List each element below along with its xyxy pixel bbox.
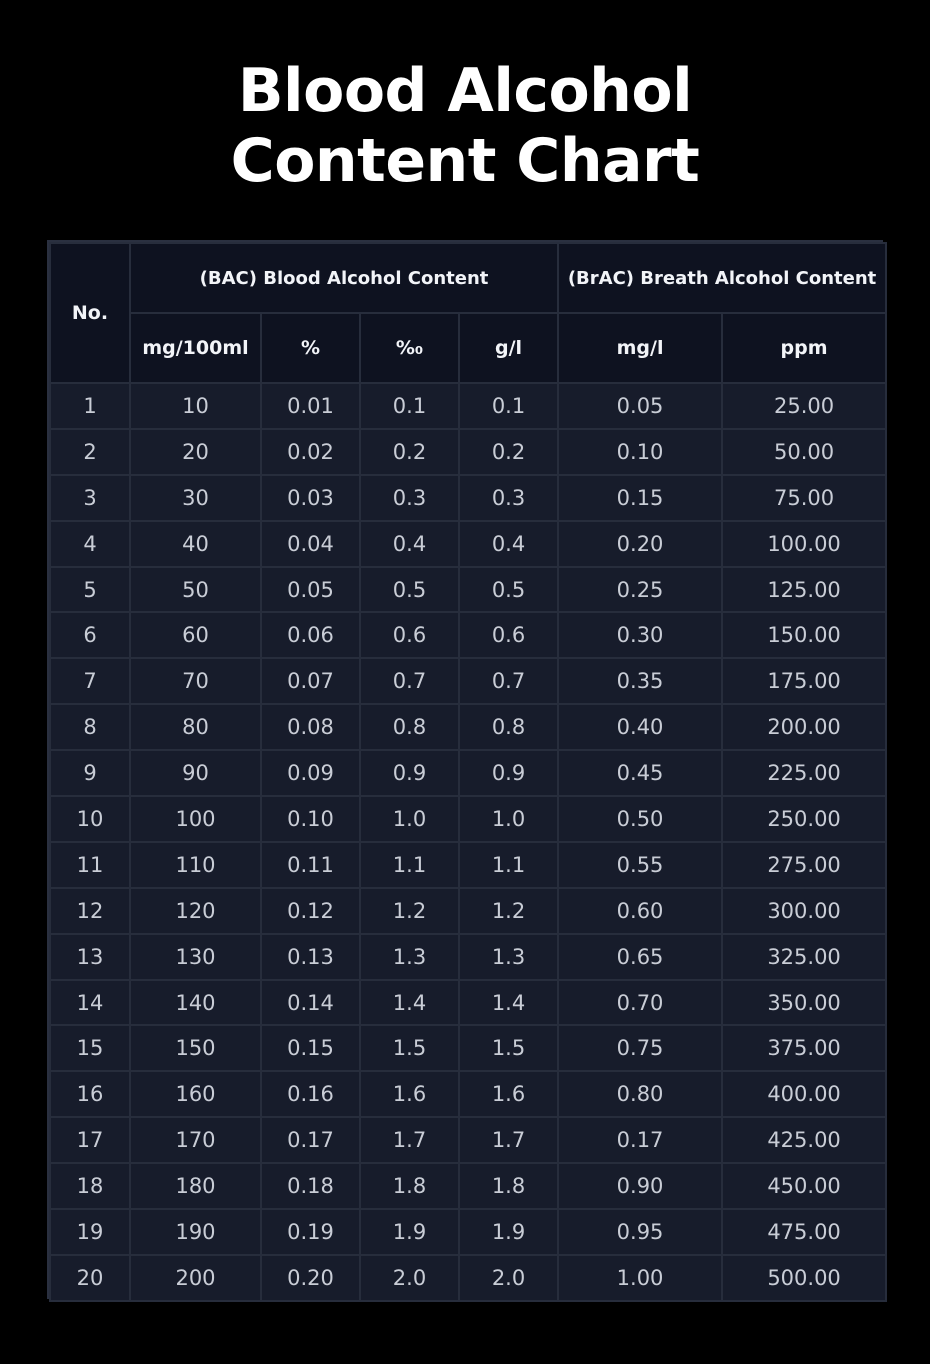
permille-cell: 1.1 xyxy=(360,842,459,888)
mgl-cell: 0.17 xyxy=(558,1117,722,1163)
ppm-column-header: ppm xyxy=(722,313,886,383)
mg100ml-cell: 30 xyxy=(130,475,261,521)
mgl-cell: 0.65 xyxy=(558,934,722,980)
row-number-cell: 6 xyxy=(50,612,130,658)
gl-cell: 0.9 xyxy=(459,750,558,796)
bac-group-header: (BAC) Blood Alcohol Content xyxy=(130,243,558,313)
row-number-cell: 17 xyxy=(50,1117,130,1163)
table-row xyxy=(50,796,886,842)
gl-cell: 0.4 xyxy=(459,521,558,567)
table-row xyxy=(50,1163,886,1209)
table-row xyxy=(50,567,886,613)
table-row xyxy=(50,750,886,796)
ppm-cell: 75.00 xyxy=(722,475,886,521)
ppm-cell: 50.00 xyxy=(722,429,886,475)
gl-cell: 0.3 xyxy=(459,475,558,521)
ppm-cell: 225.00 xyxy=(722,750,886,796)
gl-cell: 1.6 xyxy=(459,1071,558,1117)
mg100ml-cell: 10 xyxy=(130,383,261,429)
percent-cell: 0.01 xyxy=(261,383,360,429)
permille-cell: 0.4 xyxy=(360,521,459,567)
percent-cell: 0.18 xyxy=(261,1163,360,1209)
mg100ml-cell: 40 xyxy=(130,521,261,567)
percent-cell: 0.08 xyxy=(261,704,360,750)
permille-cell: 1.0 xyxy=(360,796,459,842)
mg100ml-cell: 160 xyxy=(130,1071,261,1117)
row-number-cell: 18 xyxy=(50,1163,130,1209)
mgl-cell: 0.15 xyxy=(558,475,722,521)
table-body xyxy=(50,383,886,1301)
mg100ml-cell: 140 xyxy=(130,980,261,1026)
ppm-cell: 350.00 xyxy=(722,980,886,1026)
mg100ml-cell: 90 xyxy=(130,750,261,796)
permille-cell: 1.9 xyxy=(360,1209,459,1255)
permille-cell: 0.3 xyxy=(360,475,459,521)
percent-cell: 0.17 xyxy=(261,1117,360,1163)
mgl-cell: 0.30 xyxy=(558,612,722,658)
table-row xyxy=(50,1209,886,1255)
table-row xyxy=(50,658,886,704)
mg100ml-cell: 110 xyxy=(130,842,261,888)
permille-cell: 0.2 xyxy=(360,429,459,475)
row-number-cell: 11 xyxy=(50,842,130,888)
permille-cell: 1.6 xyxy=(360,1071,459,1117)
mgl-cell: 0.40 xyxy=(558,704,722,750)
mgl-cell: 0.35 xyxy=(558,658,722,704)
table-row xyxy=(50,521,886,567)
percent-cell: 0.03 xyxy=(261,475,360,521)
row-number-cell: 8 xyxy=(50,704,130,750)
row-number-cell: 5 xyxy=(50,567,130,613)
mgl-cell: 0.45 xyxy=(558,750,722,796)
ppm-cell: 375.00 xyxy=(722,1025,886,1071)
mgl-cell: 0.95 xyxy=(558,1209,722,1255)
mg100ml-cell: 130 xyxy=(130,934,261,980)
permille-cell: 1.5 xyxy=(360,1025,459,1071)
ppm-cell: 325.00 xyxy=(722,934,886,980)
mg100ml-cell: 70 xyxy=(130,658,261,704)
row-number-cell: 16 xyxy=(50,1071,130,1117)
gl-cell: 0.2 xyxy=(459,429,558,475)
gl-cell: 0.6 xyxy=(459,612,558,658)
gl-cell: 2.0 xyxy=(459,1255,558,1301)
ppm-cell: 425.00 xyxy=(722,1117,886,1163)
permille-cell: 0.5 xyxy=(360,567,459,613)
table-row xyxy=(50,934,886,980)
gl-cell: 1.8 xyxy=(459,1163,558,1209)
mgl-cell: 0.25 xyxy=(558,567,722,613)
gl-cell: 1.0 xyxy=(459,796,558,842)
permille-column-header: %₀ xyxy=(360,313,459,383)
ppm-cell: 100.00 xyxy=(722,521,886,567)
percent-cell: 0.02 xyxy=(261,429,360,475)
row-number-cell: 19 xyxy=(50,1209,130,1255)
mg100ml-cell: 20 xyxy=(130,429,261,475)
gl-cell: 1.7 xyxy=(459,1117,558,1163)
percent-cell: 0.09 xyxy=(261,750,360,796)
mg100ml-cell: 170 xyxy=(130,1117,261,1163)
permille-cell: 0.1 xyxy=(360,383,459,429)
bac-table-container xyxy=(47,240,883,1299)
percent-cell: 0.15 xyxy=(261,1025,360,1071)
table-header xyxy=(50,243,886,383)
page-title xyxy=(0,56,930,196)
no-column-header: No. xyxy=(50,243,130,383)
ppm-cell: 250.00 xyxy=(722,796,886,842)
mgl-cell: 0.60 xyxy=(558,888,722,934)
mgl-cell: 0.90 xyxy=(558,1163,722,1209)
gl-cell: 0.8 xyxy=(459,704,558,750)
table-row xyxy=(50,1255,886,1301)
mg100ml-cell: 100 xyxy=(130,796,261,842)
percent-column-header: % xyxy=(261,313,360,383)
mgl-cell: 0.80 xyxy=(558,1071,722,1117)
permille-cell: 0.9 xyxy=(360,750,459,796)
mgl-cell: 0.05 xyxy=(558,383,722,429)
permille-cell: 0.6 xyxy=(360,612,459,658)
mgl-cell: 0.10 xyxy=(558,429,722,475)
table-row xyxy=(50,429,886,475)
table-row xyxy=(50,704,886,750)
table-row xyxy=(50,612,886,658)
row-number-cell: 2 xyxy=(50,429,130,475)
gl-cell: 1.4 xyxy=(459,980,558,1026)
gl-cell: 1.5 xyxy=(459,1025,558,1071)
table-row xyxy=(50,1071,886,1117)
table-row xyxy=(50,383,886,429)
permille-cell: 1.2 xyxy=(360,888,459,934)
ppm-cell: 200.00 xyxy=(722,704,886,750)
gl-cell: 0.7 xyxy=(459,658,558,704)
percent-cell: 0.16 xyxy=(261,1071,360,1117)
mg100ml-cell: 60 xyxy=(130,612,261,658)
unit-header-row xyxy=(50,313,886,383)
row-number-cell: 10 xyxy=(50,796,130,842)
mgl-column-header: mg/l xyxy=(558,313,722,383)
gl-cell: 0.1 xyxy=(459,383,558,429)
row-number-cell: 14 xyxy=(50,980,130,1026)
percent-cell: 0.12 xyxy=(261,888,360,934)
mgl-cell: 1.00 xyxy=(558,1255,722,1301)
row-number-cell: 1 xyxy=(50,383,130,429)
page-title-line-1: Blood Alcohol xyxy=(237,56,693,126)
gl-cell: 1.1 xyxy=(459,842,558,888)
gl-cell: 1.9 xyxy=(459,1209,558,1255)
percent-cell: 0.04 xyxy=(261,521,360,567)
percent-cell: 0.05 xyxy=(261,567,360,613)
permille-cell: 0.7 xyxy=(360,658,459,704)
table-row xyxy=(50,1117,886,1163)
percent-cell: 0.11 xyxy=(261,842,360,888)
ppm-cell: 475.00 xyxy=(722,1209,886,1255)
brac-group-header: (BrAC) Breath Alcohol Content xyxy=(558,243,886,313)
mg100ml-cell: 120 xyxy=(130,888,261,934)
ppm-cell: 275.00 xyxy=(722,842,886,888)
row-number-cell: 13 xyxy=(50,934,130,980)
row-number-cell: 12 xyxy=(50,888,130,934)
row-number-cell: 20 xyxy=(50,1255,130,1301)
ppm-cell: 25.00 xyxy=(722,383,886,429)
percent-cell: 0.14 xyxy=(261,980,360,1026)
percent-cell: 0.10 xyxy=(261,796,360,842)
percent-cell: 0.07 xyxy=(261,658,360,704)
mgl-cell: 0.75 xyxy=(558,1025,722,1071)
mgl-cell: 0.55 xyxy=(558,842,722,888)
mgl-cell: 0.50 xyxy=(558,796,722,842)
ppm-cell: 150.00 xyxy=(722,612,886,658)
percent-cell: 0.19 xyxy=(261,1209,360,1255)
gl-cell: 0.5 xyxy=(459,567,558,613)
ppm-cell: 175.00 xyxy=(722,658,886,704)
table-row xyxy=(50,888,886,934)
permille-cell: 0.8 xyxy=(360,704,459,750)
permille-cell: 2.0 xyxy=(360,1255,459,1301)
gl-cell: 1.3 xyxy=(459,934,558,980)
mg100ml-cell: 150 xyxy=(130,1025,261,1071)
ppm-cell: 400.00 xyxy=(722,1071,886,1117)
mg100ml-column-header: mg/100ml xyxy=(130,313,261,383)
mg100ml-cell: 80 xyxy=(130,704,261,750)
percent-cell: 0.13 xyxy=(261,934,360,980)
row-number-cell: 4 xyxy=(50,521,130,567)
gl-cell: 1.2 xyxy=(459,888,558,934)
gl-column-header: g/l xyxy=(459,313,558,383)
table-row xyxy=(50,475,886,521)
row-number-cell: 7 xyxy=(50,658,130,704)
ppm-cell: 450.00 xyxy=(722,1163,886,1209)
mgl-cell: 0.20 xyxy=(558,521,722,567)
mg100ml-cell: 180 xyxy=(130,1163,261,1209)
permille-cell: 1.8 xyxy=(360,1163,459,1209)
mg100ml-cell: 200 xyxy=(130,1255,261,1301)
mg100ml-cell: 190 xyxy=(130,1209,261,1255)
row-number-cell: 9 xyxy=(50,750,130,796)
row-number-cell: 3 xyxy=(50,475,130,521)
percent-cell: 0.20 xyxy=(261,1255,360,1301)
permille-cell: 1.7 xyxy=(360,1117,459,1163)
table-row xyxy=(50,1025,886,1071)
mgl-cell: 0.70 xyxy=(558,980,722,1026)
ppm-cell: 300.00 xyxy=(722,888,886,934)
bac-table xyxy=(49,242,887,1302)
percent-cell: 0.06 xyxy=(261,612,360,658)
ppm-cell: 500.00 xyxy=(722,1255,886,1301)
group-header-row xyxy=(50,243,886,313)
row-number-cell: 15 xyxy=(50,1025,130,1071)
permille-cell: 1.4 xyxy=(360,980,459,1026)
mg100ml-cell: 50 xyxy=(130,567,261,613)
table-row xyxy=(50,842,886,888)
permille-cell: 1.3 xyxy=(360,934,459,980)
page-title-line-2: Content Chart xyxy=(230,126,700,196)
table-row xyxy=(50,980,886,1026)
ppm-cell: 125.00 xyxy=(722,567,886,613)
